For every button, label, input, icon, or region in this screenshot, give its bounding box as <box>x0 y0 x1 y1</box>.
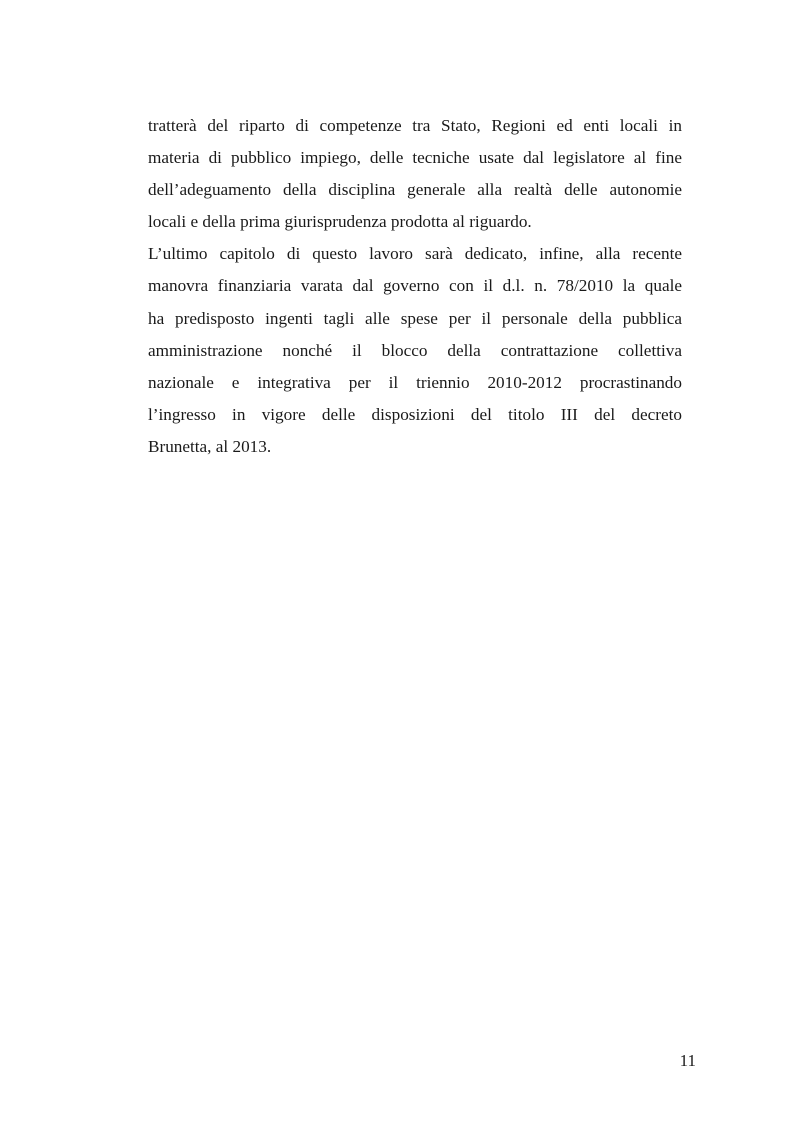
text-line: l’ingresso in vigore delle disposizioni del titolo III del decreto <box>148 404 682 424</box>
text-line: manovra finanziaria varata dal governo con il d.l. n. 78/2010 la quale <box>148 276 682 296</box>
text-line: L’ultimo capitolo di questo lavoro sarà dedicato, infine, alla recente <box>148 244 682 264</box>
text-line: locali e della prima giurisprudenza prodotta al riguardo. <box>148 212 532 232</box>
text-line: ha predisposto ingenti tagli alle spese per il personale della pubblica <box>148 308 682 328</box>
text-line: materia di pubblico impiego, delle tecniche usate dal legislatore al fine <box>148 148 682 168</box>
page-number: 11 <box>679 1051 696 1070</box>
text-line: dell’adeguamento della disciplina generale alla realtà delle autonomie <box>148 180 682 200</box>
text-line: amministrazione nonché il blocco della contrattazione collettiva <box>148 340 682 360</box>
text-line: nazionale e integrativa per il triennio 2010-2012 procrastinando <box>148 372 682 392</box>
body-text <box>148 110 682 463</box>
text-line: Brunetta, al 2013. <box>148 436 272 456</box>
text-line: tratterà del riparto di competenze tra Stato, Regioni ed enti locali in <box>148 116 682 135</box>
